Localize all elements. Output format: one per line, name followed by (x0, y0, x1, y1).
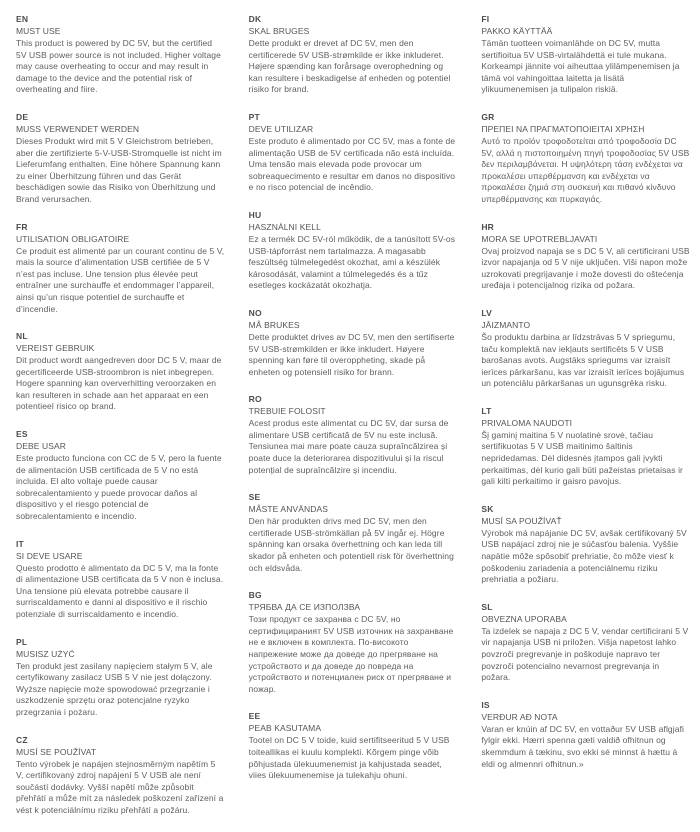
section-body: Ta izdelek se napaja z DC 5 V, vendar certificirani 5 V vir napajanja USB ni priložen. Višja napetost lahko povzroči pregrevanje in poškoduje napravo ter povzroči potencialno nevarnost pregrevanja in požara. (481, 625, 689, 683)
language-section-nl (16, 330, 225, 413)
language-code: SE (248, 492, 261, 503)
language-section-fr (16, 221, 225, 316)
section-body: Dette produktet drives av DC 5V, men den sertifiserte 5V USB-strømkilden er ikke inkludert. Høyere spenning kan føre til overoppheting, skade på enheten og potensiell risiko for brann. (248, 331, 455, 377)
language-section-ro (249, 393, 458, 476)
section-title: DEVE UTILIZAR (248, 123, 314, 134)
section-title: MUSS VERWENDET WERDEN (16, 123, 140, 134)
language-section-gr (481, 111, 690, 206)
section-title: MÅSTE ANVÄNDAS (248, 504, 328, 515)
section-body: Questo prodotto è alimentato da DC 5 V, ma la fonte di alimentazione USB certificata da 5 V non è inclusa. Una tensione più elevata potrebbe causare il surriscaldamento e danni al dispositivo e il rischio potenziale di surriscaldamento e incendio. (16, 562, 224, 619)
section-title: OBVEZNA UPORABA (481, 613, 567, 624)
section-body: Tämän tuotteen voimanlähde on DC 5V, mutta sertifioitua 5V USB-virtalähdettä ei tule mukana. Korkeampi jännite voi aiheuttaa ylilämpenemisen ja tämä voi vahingoittaa laitetta ja lisätä ylikuumenemisen ja tulipalon riskiä. (481, 38, 680, 95)
language-code: HU (248, 209, 262, 220)
section-body: Acest produs este alimentat cu DC 5V, dar sursa de alimentare USB certificată de 5V nu este inclusă. Tensiunea mai mare poate cauza supraîncălzirea și poate duce la deteriorarea dispozitivului și la riscul potențial de supraîncălzire și incendiu. (248, 418, 449, 475)
language-section-ee (249, 710, 458, 781)
language-section-es (16, 428, 225, 523)
language-code: SL (481, 601, 493, 612)
language-section-pl (16, 636, 225, 719)
language-code: IS (481, 699, 490, 710)
section-title: VEREIST GEBRUIK (16, 343, 95, 354)
language-code: ES (16, 429, 28, 440)
language-code: IT (16, 538, 24, 549)
section-body: Ez a termék DC 5V-ról működik, de a tanúsított 5V-os USB-tápforrást nem tartalmazza. A magasabb feszültség túlmelegedést okozhat, ami a készülék károsodását, valamint a túlmelegedés és a tűz esetleges kockázatát okozhatja. (248, 233, 456, 291)
section-body: Výrobok má napájanie DC 5V, avšak certifikovaný 5V USB napájací zdroj nie je súčasťou balenia. Vyššie napätie môže spôsobiť prehriatie, čo môže viesť k poškodeniu zariadenia a potenciálnemu riziku prehriatia a požiaru. (481, 527, 687, 585)
section-title: TREBUIE FOLOSIT (248, 406, 326, 417)
language-section-de (16, 111, 225, 206)
section-title: PAKKO KÄYTTÄÄ (481, 26, 553, 36)
section-title: ТРЯБВА ДА СЕ ИЗПОЛЗВА (248, 602, 361, 613)
section-body: Tootel on DC 5 V toide, kuid sertifitseeritud 5 V USB toiteallikas ei kuulu komplekti. Kõrgem pinge võib põhjustada ülekuumenemist ja kahjustada seadet, viies ülekuumenemise ja tulekahju ohuni. (248, 735, 450, 781)
section-title: DEBE USAR (16, 441, 67, 452)
section-body: Ten produkt jest zasilany napięciem stałym 5 V, ale certyfikowany zasilacz USB 5 V nie jest dołączony. Wyższe napięcie może spowodować przegrzanie i uszkodzenie sprzętu oraz potencjalne ryzyko przegrzania i pożaru. (16, 660, 213, 717)
section-title: SKAL BRUGES (248, 26, 310, 36)
language-code: NO (248, 307, 262, 318)
language-section-lv (481, 307, 690, 390)
section-title: PEAB KASUTAMA (248, 723, 322, 734)
language-code: HR (481, 221, 495, 232)
section-body: Dieses Produkt wird mit 5 V Gleichstrom betrieben, aber die zertifizierte 5-V-USB-Stromquelle ist nicht im Lieferumfang enthalten. Eine höhere Spannung kann zu einer Überhitzung führen und das Gerät beschädigen sowie das Risiko von Überhitzung und Brand verursachen. (16, 135, 222, 204)
column-3 (481, 13, 690, 785)
language-code: DK (248, 14, 262, 24)
section-body: Varan er knúin af DC 5V, en vottaður 5V USB aflgjafi fylgir ekki. Hærri spenna gæti valdið ofhitnun og skemmdum á tækinu, svo ekki sé minnst á hættu á eldi og almennri ofhitnun.» (481, 723, 685, 769)
section-title: UTILISATION OBLIGATOIRE (16, 233, 130, 244)
section-body: Este producto funciona con CC de 5 V, pero la fuente de alimentación USB certificada de 5 V no está incluida. El alto voltaje puede causar sobrecalentamiento y puede provocar daños al dispositivo y el riesgo potencial de sobrecalentamiento e incendio. (16, 453, 222, 522)
section-body: Šo produktu darbina ar līdzstrāvas 5 V spriegumu, taču komplektā nav iekļauts sertificēts 5 V USB barošanas avots. Augstāks spriegums var izraisīt ierīces pārkaršanu, kas var izraisīt ierīces bojājumus un potenciālu pārkaršanas un ugunsgrēka risku. (481, 331, 685, 389)
section-title: HASZNÁLNI KELL (248, 221, 321, 232)
section-title: SI DEVE USARE (16, 550, 83, 561)
language-code: FI (481, 14, 490, 24)
language-code: GR (481, 111, 495, 122)
section-body: Dette produkt er drevet af DC 5V, men den certificerede 5V USB-strømkilde er ikke inkluderet. Højere spænding kan forårsage overophedning og kan resultere i beskadigelse af enheden og potentiel risiko for brand. (248, 38, 451, 95)
section-title: MUSÍ SE POUŽÍVAT (16, 746, 97, 757)
section-body: Šį gaminį maitina 5 V nuolatinė srovė, tačiau sertifikuotas 5 V USB maitinimo šaltinis nepridedamas. Dėl didesnės įtampos gali įvykti perkaitimas, dėl kurio gali būti pažeistas prietaisas ir gali kilti perkaitimo ir gaisro pavojus. (481, 429, 683, 487)
language-code: NL (16, 331, 28, 342)
language-code: DE (16, 111, 29, 122)
section-body: This product is powered by DC 5V, but the certified 5V USB power source is not included. Higher voltage may cause overheating to occur and may result in damage to the device and the potential risk of overheating and fiire. (16, 38, 221, 95)
section-title: JĀIZMANTO (481, 319, 531, 330)
section-title: MÅ BRUKES (248, 319, 300, 330)
language-section-bg (249, 589, 458, 695)
column-2 (249, 13, 458, 797)
section-body: Tento výrobek je napájen stejnosměrným napětím 5 V, certifikovaný zdroj napájení 5 V USB ale není součástí dodávky. Vyšší napětí může způsobit přehřátí a může mít za následek poškození zařízení a vést k potenciálnímu riziku přehřátí a požáru. (16, 758, 224, 815)
language-section-cz (16, 734, 225, 817)
language-code: PL (16, 636, 28, 647)
language-code: FR (16, 221, 28, 232)
language-code: PT (248, 111, 260, 122)
language-section-sk (481, 503, 690, 586)
section-title: MUST USE (16, 26, 61, 36)
language-section-is (481, 699, 690, 770)
section-body: Ce produit est alimenté par un courant continu de 5 V, mais la source d’alimentation USB certifiée de 5 V n’est pas incluse. Une tension plus élevée peut entraîner une surchauffe et endommager l’appareil, ainsi qu’un risque potentiel de surchauffe et d’incendie. (16, 245, 225, 314)
language-code: LV (481, 307, 492, 318)
section-title: MUSISZ UŻYĆ (16, 648, 75, 659)
language-code: EE (248, 711, 261, 722)
column-1 (16, 13, 225, 832)
section-title: VERÐUR AÐ NOTA (481, 711, 558, 722)
language-section-hr (481, 221, 690, 292)
language-section-it (16, 538, 225, 621)
section-title: MORA SE UPOTREBLJAVATI (481, 233, 598, 244)
language-section-en (16, 13, 225, 96)
language-section-dk (249, 13, 458, 96)
section-title: MUSÍ SA POUŽÍVAŤ (481, 515, 562, 526)
language-section-no (249, 307, 458, 378)
section-body: Este produto é alimentado por CC 5V, mas a fonte de alimentação USB de 5V certificada não está incluída. Uma tensão mais elevada pode provocar um sobreaquecimento e resultar em danos no dispositivo e no risco potencial de incêndio. (248, 135, 456, 193)
language-code: LT (481, 405, 492, 416)
section-body: Dit product wordt aangedreven door DC 5 V, maar de gecertificeerde USB-stroombron is niet inbegrepen. Hogere spanning kan oververhitting veroorzaken en kan resulteren in schade aan het apparaat en een potentieel risico op brand. (16, 355, 222, 412)
language-code: BG (248, 590, 262, 601)
language-section-hu (249, 209, 458, 292)
language-code: CZ (16, 734, 28, 745)
section-body: Този продукт се захранва с DC 5V, но сертифицираният 5V USB източник на захранване не е включен в комплекта. По-високото напрежение може да доведе до прегряване на устройството и да доведе до повреда на устройството и потенциален риск от прегряване и пожар. (248, 614, 454, 694)
section-title: ΠΡΕΠΕΙ ΝΑ ΠΡΑΓΜΑΤΟΠΟΙΕΙΤΑΙ ΧΡΗΣΗ (481, 123, 645, 134)
section-title: PRIVALOMA NAUDOTI (481, 417, 573, 428)
language-code: RO (248, 394, 262, 405)
section-body: Den här produkten drivs med DC 5V, men den certifierade USB-strömkällan på 5V ingår ej. Högre spänning kan orsaka överhettning och kan leda till skador på enheten och potentiell risk för överhettning och eldsvåda. (248, 516, 454, 573)
section-body: Ovaj proizvod napaja se s DC 5 V, ali certificirani USB izvor napajanja od 5 V nije uključen. Viši napon može uzrokovati pregrijavanje i može dovesti do oštećenja uređaja i potencijalnog rizika od požara. (481, 245, 690, 291)
language-section-pt (249, 111, 458, 194)
language-section-sl (481, 601, 690, 684)
language-section-fi (481, 13, 690, 96)
section-body: Αυτό το προϊόν τροφοδοτείται από τροφοδοσία DC 5V, αλλά η πιστοποιημένη πηγή τροφοδοσίας 5V USB δεν περιλαμβάνεται. Η υψηλότερη τάση ενδέχεται να προκαλέσει υπερθέρμανση και ενδέχεται να προκαλέσει ζημιά στη συσκευή και πιθανό κίνδυνο υπερθέρμανσης και πυρκαγιάς. (481, 135, 690, 204)
language-section-lt (481, 405, 690, 488)
language-code: EN (16, 14, 29, 24)
language-section-se (249, 491, 458, 574)
language-code: SK (481, 503, 494, 514)
